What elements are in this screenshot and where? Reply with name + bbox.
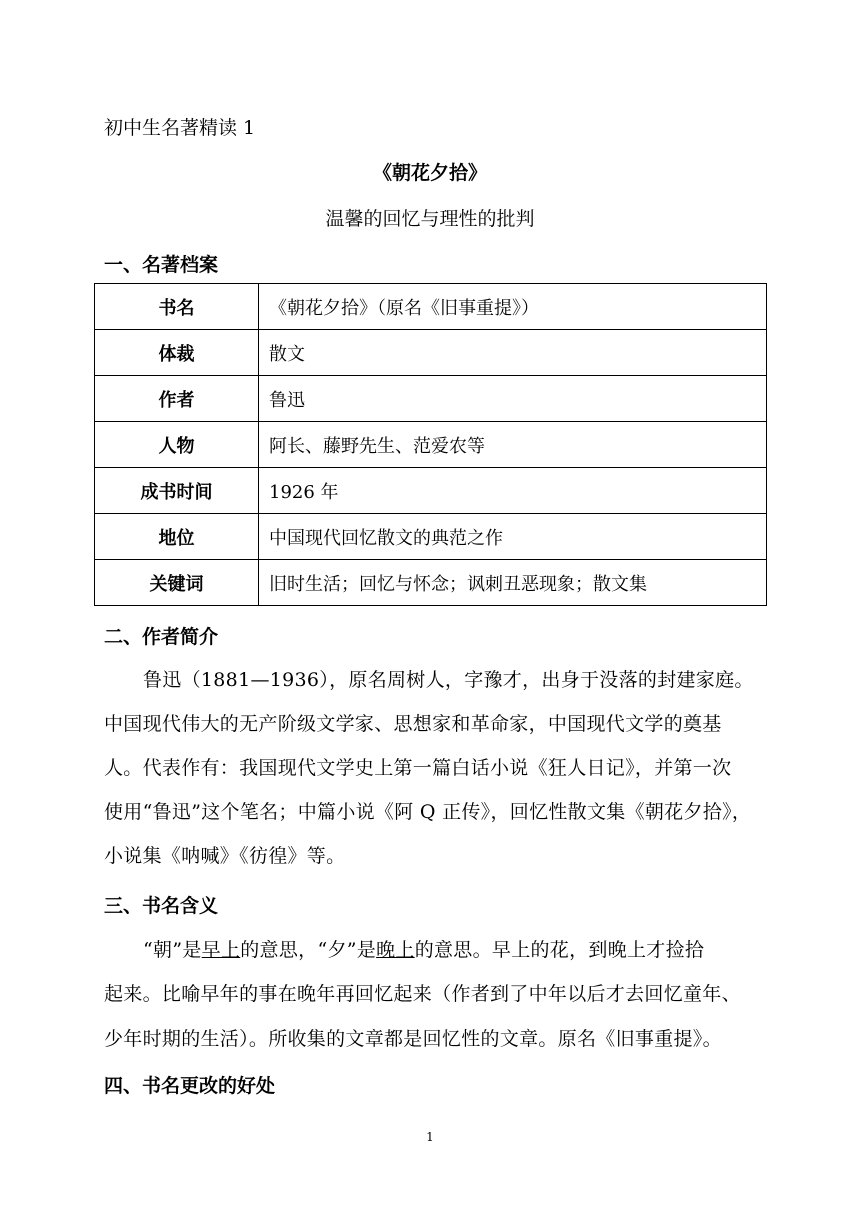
- profile-row: [95, 560, 767, 606]
- profile-label: 书名: [95, 284, 259, 330]
- author-line: 鲁迅（1881—1936），原名周树人，字豫才，出身于没落的封建家庭。: [143, 669, 754, 691]
- profile-value: 1926 年: [259, 468, 767, 514]
- section-heading-rename: 四、书名更改的好处: [104, 1075, 276, 1097]
- profile-label: 成书时间: [95, 468, 259, 514]
- profile-row: [95, 284, 767, 330]
- meaning-text: “朝”是: [143, 939, 202, 961]
- author-line: 人。代表作有：我国现代文学史上第一篇白话小说《狂人日记》，并第一次: [104, 757, 732, 779]
- meaning-line: 少年时期的生活）。所收集的文章都是回忆性的文章。原名《旧事重提》。: [104, 1028, 722, 1050]
- profile-value: 散文: [259, 330, 767, 376]
- meaning-line: [143, 935, 704, 962]
- profile-label: 体裁: [95, 330, 259, 376]
- profile-table: [94, 283, 767, 606]
- profile-value: 旧时生活；回忆与怀念；讽刺丑恶现象；散文集: [259, 560, 767, 606]
- book-subtitle: 温馨的回忆与理性的批判: [325, 208, 535, 230]
- meaning-underlined-morning: 早上: [201, 939, 241, 961]
- profile-value: 中国现代回忆散文的典范之作: [259, 514, 767, 560]
- profile-row: [95, 468, 767, 514]
- profile-label: 关键词: [95, 560, 259, 606]
- profile-row: [95, 376, 767, 422]
- profile-value: 《朝花夕拾》（原名《旧事重提》）: [259, 284, 767, 330]
- meaning-line: 起来。比喻早年的事在晚年再回忆起来（作者到了中年以后才去回忆童年、: [104, 983, 741, 1005]
- author-line: 小说集《呐喊》《彷徨》等。: [104, 845, 346, 867]
- profile-value: 鲁迅: [259, 376, 767, 422]
- author-line: 使用“鲁迅”这个笔名；中篇小说《阿 Q 正传》，回忆性散文集《朝花夕拾》，: [104, 801, 752, 823]
- profile-label: 人物: [95, 422, 259, 468]
- profile-row: [95, 514, 767, 560]
- meaning-underlined-evening: 晚上: [376, 939, 415, 961]
- page-number: 1: [426, 1130, 434, 1144]
- meaning-text: 的意思，“夕”是: [240, 939, 377, 961]
- section-heading-profile: 一、名著档案: [104, 254, 219, 276]
- section-heading-meaning: 三、书名含义: [104, 895, 219, 917]
- profile-label: 地位: [95, 514, 259, 560]
- profile-row: [95, 422, 767, 468]
- series-label: 初中生名著精读 1: [104, 117, 256, 139]
- profile-value: 阿长、藤野先生、范爱农等: [259, 422, 767, 468]
- section-heading-author: 二、作者简介: [104, 626, 219, 648]
- profile-row: [95, 330, 767, 376]
- profile-label: 作者: [95, 376, 259, 422]
- author-line: 中国现代伟大的无产阶级文学家、思想家和革命家，中国现代文学的奠基: [104, 713, 722, 735]
- book-title: 《朝花夕拾》: [372, 162, 487, 184]
- meaning-text: 的意思。早上的花，到晚上才捡拾: [414, 939, 705, 961]
